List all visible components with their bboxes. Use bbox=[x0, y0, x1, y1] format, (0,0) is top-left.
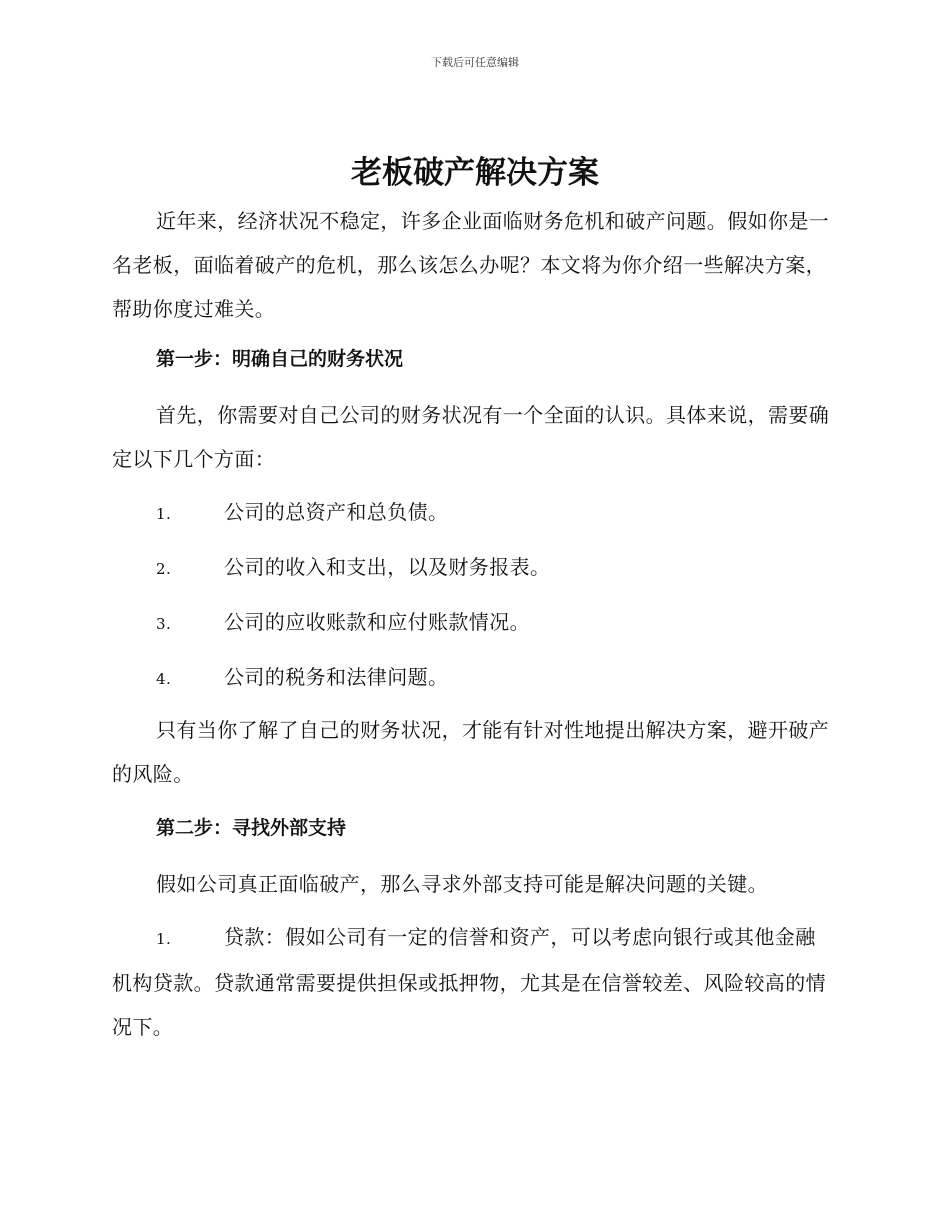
list-number: 4. bbox=[156, 670, 172, 688]
step2-heading: 第二步：寻找外部支持 bbox=[156, 817, 347, 839]
intro-paragraph: 近年来，经济状况不稳定，许多企业面临财务危机和破产问题。假如你是一名老板，面临着破产的危机，那么该怎么办呢？本文将为你介绍一些解决方案，帮助你度过难关。 bbox=[112, 209, 830, 321]
list-number: 2. bbox=[156, 560, 172, 578]
step2-list-item bbox=[112, 915, 834, 1049]
step1-list-item bbox=[156, 607, 836, 639]
header-note: 下载后可任意编辑 bbox=[431, 56, 519, 69]
list-text: 公司的应收账款和应付账款情况。 bbox=[224, 610, 530, 634]
list-number: 1. bbox=[156, 930, 172, 948]
step2-paragraph: 假如公司真正面临破产，那么寻求外部支持可能是解决问题的关键。 bbox=[156, 872, 768, 896]
list-number: 3. bbox=[156, 615, 172, 633]
step1-conclusion: 只有当你了解了自己的财务状况，才能有针对性地提出解决方案，避开破产的风险。 bbox=[112, 718, 830, 786]
document-title: 老板破产解决方案 bbox=[351, 155, 599, 191]
list-text: 公司的收入和支出，以及财务报表。 bbox=[224, 555, 551, 579]
list-text: 贷款：假如公司有一定的信誉和资产，可以考虑向银行或其他金融机构贷款。贷款通常需要提供担保或抵押物，尤其是在信誉较差、风险较高的情况下。 bbox=[112, 925, 826, 1039]
list-number: 1. bbox=[156, 505, 172, 523]
list-text: 公司的总资产和总负债。 bbox=[224, 500, 449, 524]
step1-list-item bbox=[156, 552, 836, 584]
step1-paragraph: 首先，你需要对自己公司的财务状况有一个全面的认识。具体来说，需要确定以下几个方面： bbox=[112, 403, 830, 471]
step1-list-item bbox=[156, 497, 836, 529]
step1-list-item bbox=[156, 662, 836, 694]
list-text: 公司的税务和法律问题。 bbox=[224, 665, 449, 689]
step1-heading: 第一步：明确自己的财务状况 bbox=[156, 348, 404, 370]
